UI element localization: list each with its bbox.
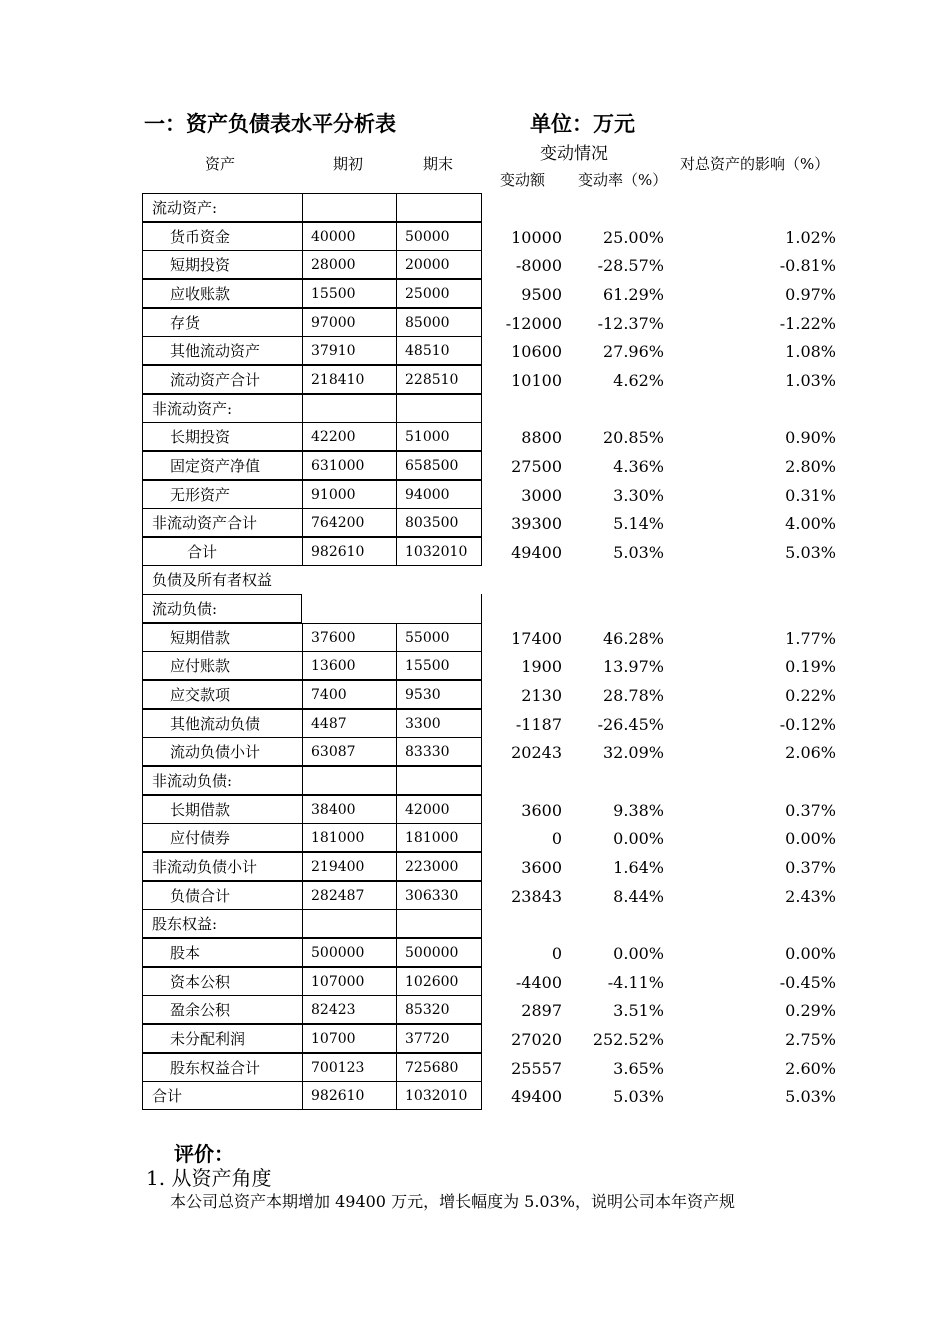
begin-value: 7400: [302, 680, 396, 709]
change-amount: 0: [551, 829, 562, 849]
impact-value: 1.02%: [785, 227, 836, 247]
table-row: [0, 394, 950, 423]
row-label: 资本公积: [142, 967, 302, 996]
change-amount: 2897: [521, 1001, 562, 1021]
begin-value: 42200: [302, 422, 396, 451]
row-label: 盈余公积: [142, 995, 302, 1024]
impact-value: 5.03%: [785, 542, 836, 562]
begin-value: 13600: [302, 651, 396, 680]
change-rate: 0.00%: [613, 829, 664, 849]
impact-value: 1.08%: [785, 342, 836, 362]
change-amount: -12000: [505, 313, 562, 333]
row-label: 应付债券: [142, 823, 302, 852]
table-row: [0, 1081, 950, 1110]
change-amount: 1900: [521, 657, 562, 677]
change-amount: [482, 565, 562, 594]
begin-value: 219400: [302, 852, 396, 881]
begin-value: 15500: [302, 279, 396, 308]
row-label: 短期投资: [142, 250, 302, 279]
end-value: 94000: [396, 480, 482, 509]
row-label: 其他流动负债: [142, 709, 302, 738]
begin-value: [302, 394, 396, 423]
end-value: 37720: [396, 1024, 482, 1053]
change-amount: [482, 193, 562, 222]
row-label: 长期投资: [142, 422, 302, 451]
row-label: 应交款项: [142, 680, 302, 709]
end-value: [396, 766, 482, 795]
impact-value: 1.03%: [785, 370, 836, 390]
table-row: [0, 967, 950, 996]
table-row: [0, 250, 950, 279]
change-rate: 8.44%: [613, 886, 664, 906]
table-row: [0, 680, 950, 709]
change-rate: 27.96%: [602, 342, 664, 362]
begin-value: 700123: [302, 1053, 396, 1082]
end-value: 50000: [396, 222, 482, 251]
end-value: [396, 193, 482, 222]
row-label: 应收账款: [142, 279, 302, 308]
end-value: 3300: [396, 709, 482, 738]
impact-value: 0.19%: [785, 657, 836, 677]
change-rate: [562, 193, 664, 222]
impact-value: [664, 766, 836, 795]
change-rate: -4.11%: [607, 972, 664, 992]
table-row: [0, 1053, 950, 1082]
impact-value: [664, 394, 836, 423]
row-label: 股东权益合计: [142, 1053, 302, 1082]
change-amount: -4400: [515, 972, 562, 992]
end-value: 55000: [396, 623, 482, 652]
table-row: [0, 480, 950, 509]
header-begin: 期初: [333, 155, 364, 173]
change-amount: 10000: [511, 227, 562, 247]
end-value: 658500: [396, 451, 482, 480]
impact-value: 2.43%: [785, 886, 836, 906]
table-row: [0, 308, 950, 337]
table-row: [0, 336, 950, 365]
table-row: [0, 422, 950, 451]
begin-value: 97000: [302, 308, 396, 337]
change-rate: [562, 909, 664, 938]
row-label: 应付账款: [142, 651, 302, 680]
table-row: [0, 222, 950, 251]
change-rate: 3.30%: [613, 485, 664, 505]
change-rate: 3.65%: [613, 1058, 664, 1078]
row-label: 其他流动资产: [142, 336, 302, 365]
begin-value: 107000: [302, 967, 396, 996]
table-row: [0, 823, 950, 852]
table-row: [0, 881, 950, 910]
begin-value: 10700: [302, 1024, 396, 1053]
end-value: 9530: [396, 680, 482, 709]
change-rate: 5.03%: [613, 1087, 664, 1107]
change-amount: 3600: [521, 857, 562, 877]
row-label: 负债合计: [142, 881, 302, 910]
table-row: [0, 795, 950, 824]
impact-value: [664, 565, 836, 594]
change-amount: 3000: [521, 485, 562, 505]
change-rate: 46.28%: [602, 628, 664, 648]
begin-value: 218410: [302, 365, 396, 394]
impact-value: [664, 594, 836, 623]
begin-value: 38400: [302, 795, 396, 824]
begin-value: [302, 594, 396, 623]
impact-value: [664, 909, 836, 938]
row-label: 合计: [142, 1081, 302, 1110]
begin-value: 982610: [302, 1081, 396, 1110]
change-amount: 17400: [511, 628, 562, 648]
begin-value: 282487: [302, 881, 396, 910]
change-amount: 25557: [511, 1058, 562, 1078]
end-value: 15500: [396, 651, 482, 680]
begin-value: [302, 565, 396, 594]
change-rate: [562, 394, 664, 423]
begin-value: 63087: [302, 737, 396, 766]
change-rate: [562, 766, 664, 795]
document-title: 一：资产负债表水平分析表: [144, 112, 396, 136]
row-label: 未分配利润: [142, 1024, 302, 1053]
change-rate: 32.09%: [602, 743, 664, 763]
impact-value: 0.37%: [785, 857, 836, 877]
table-row: [0, 537, 950, 566]
row-label: 股东权益:: [142, 909, 302, 938]
table-row: [0, 451, 950, 480]
header-change-rate: 变动率（%）: [578, 171, 668, 189]
begin-value: 631000: [302, 451, 396, 480]
impact-value: 2.80%: [785, 456, 836, 476]
change-amount: [482, 394, 562, 423]
begin-value: 181000: [302, 823, 396, 852]
end-value: 20000: [396, 250, 482, 279]
change-rate: -12.37%: [597, 313, 664, 333]
table-row: [0, 709, 950, 738]
end-value: 1032010: [396, 537, 482, 566]
end-value: [396, 394, 482, 423]
end-value: 500000: [396, 938, 482, 967]
table-row: [0, 279, 950, 308]
begin-value: 500000: [302, 938, 396, 967]
impact-value: -0.12%: [779, 714, 836, 734]
begin-value: 764200: [302, 508, 396, 537]
end-value: 48510: [396, 336, 482, 365]
change-amount: 3600: [521, 800, 562, 820]
change-rate: 25.00%: [602, 227, 664, 247]
change-rate: 3.51%: [613, 1001, 664, 1021]
change-rate: [562, 594, 664, 623]
header-end: 期末: [423, 155, 454, 173]
header-impact: 对总资产的影响（%）: [680, 155, 830, 173]
begin-value: 91000: [302, 480, 396, 509]
header-change: 变动情况: [540, 144, 608, 164]
change-amount: 9500: [521, 284, 562, 304]
end-value: [396, 594, 482, 623]
impact-value: 0.97%: [785, 284, 836, 304]
change-rate: 9.38%: [613, 800, 664, 820]
end-value: 102600: [396, 967, 482, 996]
change-rate: 5.14%: [613, 514, 664, 534]
change-rate: 13.97%: [602, 657, 664, 677]
end-value: 83330: [396, 737, 482, 766]
change-amount: 2130: [521, 686, 562, 706]
table-row: [0, 565, 950, 594]
change-amount: 49400: [511, 542, 562, 562]
row-label: 流动负债:: [142, 594, 302, 623]
impact-value: 0.22%: [785, 686, 836, 706]
change-rate: 4.62%: [613, 370, 664, 390]
change-amount: 49400: [511, 1087, 562, 1107]
impact-value: 0.29%: [785, 1001, 836, 1021]
end-value: 306330: [396, 881, 482, 910]
row-label: 长期借款: [142, 795, 302, 824]
table-row: [0, 365, 950, 394]
row-label: 负债及所有者权益: [142, 565, 302, 594]
end-value: 228510: [396, 365, 482, 394]
header-change-amount: 变动额: [500, 171, 546, 189]
begin-value: [302, 766, 396, 795]
impact-value: -1.22%: [779, 313, 836, 333]
table-row: [0, 938, 950, 967]
change-rate: 5.03%: [613, 542, 664, 562]
change-amount: 39300: [511, 514, 562, 534]
row-label: 短期借款: [142, 623, 302, 652]
begin-value: 40000: [302, 222, 396, 251]
change-amount: -8000: [515, 256, 562, 276]
change-amount: -1187: [515, 714, 562, 734]
row-label: 流动资产:: [142, 193, 302, 222]
impact-value: 0.90%: [785, 428, 836, 448]
table-row: [0, 623, 950, 652]
change-amount: 27020: [511, 1029, 562, 1049]
table-row: [0, 766, 950, 795]
change-amount: 0: [551, 943, 562, 963]
change-amount: [482, 594, 562, 623]
impact-value: 2.60%: [785, 1058, 836, 1078]
impact-value: 5.03%: [785, 1087, 836, 1107]
impact-value: 0.00%: [785, 829, 836, 849]
end-value: [396, 565, 482, 594]
row-label: 固定资产净值: [142, 451, 302, 480]
impact-value: 4.00%: [785, 514, 836, 534]
end-value: 803500: [396, 508, 482, 537]
row-label: 股本: [142, 938, 302, 967]
table-row: [0, 1024, 950, 1053]
change-rate: 252.52%: [592, 1029, 664, 1049]
impact-value: [664, 193, 836, 222]
table-row: [0, 193, 950, 222]
table-row: [0, 508, 950, 537]
row-label: 货币资金: [142, 222, 302, 251]
impact-value: 0.00%: [785, 943, 836, 963]
change-rate: [562, 565, 664, 594]
end-value: 1032010: [396, 1081, 482, 1110]
end-value: 25000: [396, 279, 482, 308]
begin-value: 82423: [302, 995, 396, 1024]
begin-value: 982610: [302, 537, 396, 566]
change-rate: 0.00%: [613, 943, 664, 963]
begin-value: 4487: [302, 709, 396, 738]
end-value: 181000: [396, 823, 482, 852]
evaluation-text: 本公司总资产本期增加 49400 万元，增长幅度为 5.03%，说明公司本年资产规: [170, 1192, 735, 1211]
row-label: 流动资产合计: [142, 365, 302, 394]
table-row: [0, 909, 950, 938]
begin-value: 28000: [302, 250, 396, 279]
begin-value: 37600: [302, 623, 396, 652]
end-value: 725680: [396, 1053, 482, 1082]
change-rate: -28.57%: [597, 256, 664, 276]
table-row: [0, 737, 950, 766]
change-amount: 27500: [511, 456, 562, 476]
row-label: 合计: [142, 537, 302, 566]
row-label: 非流动负债小计: [142, 852, 302, 881]
evaluation-point-1: 1. 从资产角度: [146, 1166, 272, 1190]
change-rate: 4.36%: [613, 456, 664, 476]
begin-value: [302, 909, 396, 938]
change-rate: -26.45%: [597, 714, 664, 734]
change-rate: 28.78%: [602, 686, 664, 706]
change-amount: [482, 766, 562, 795]
impact-value: 2.75%: [785, 1029, 836, 1049]
row-label: 非流动负债:: [142, 766, 302, 795]
row-label: 非流动资产:: [142, 394, 302, 423]
table-row: [0, 594, 950, 623]
table-row: [0, 852, 950, 881]
unit-label: 单位：万元: [530, 112, 635, 136]
change-rate: 61.29%: [602, 284, 664, 304]
change-amount: 23843: [511, 886, 562, 906]
end-value: 51000: [396, 422, 482, 451]
change-amount: [482, 909, 562, 938]
impact-value: 0.37%: [785, 800, 836, 820]
change-amount: 8800: [521, 428, 562, 448]
end-value: [396, 909, 482, 938]
end-value: 85320: [396, 995, 482, 1024]
row-label: 非流动资产合计: [142, 508, 302, 537]
row-label: 存货: [142, 308, 302, 337]
change-amount: 10600: [511, 342, 562, 362]
row-label: 流动负债小计: [142, 737, 302, 766]
end-value: 42000: [396, 795, 482, 824]
impact-value: -0.81%: [779, 256, 836, 276]
evaluation-title: 评价：: [174, 1142, 234, 1166]
change-rate: 1.64%: [613, 857, 664, 877]
impact-value: -0.45%: [779, 972, 836, 992]
end-value: 223000: [396, 852, 482, 881]
end-value: 85000: [396, 308, 482, 337]
row-label: 无形资产: [142, 480, 302, 509]
begin-value: [302, 193, 396, 222]
table-row: [0, 651, 950, 680]
impact-value: 2.06%: [785, 743, 836, 763]
change-amount: 20243: [511, 743, 562, 763]
impact-value: 1.77%: [785, 628, 836, 648]
change-amount: 10100: [511, 370, 562, 390]
header-item: 资产: [205, 155, 236, 173]
table-row: [0, 995, 950, 1024]
change-rate: 20.85%: [602, 428, 664, 448]
impact-value: 0.31%: [785, 485, 836, 505]
begin-value: 37910: [302, 336, 396, 365]
